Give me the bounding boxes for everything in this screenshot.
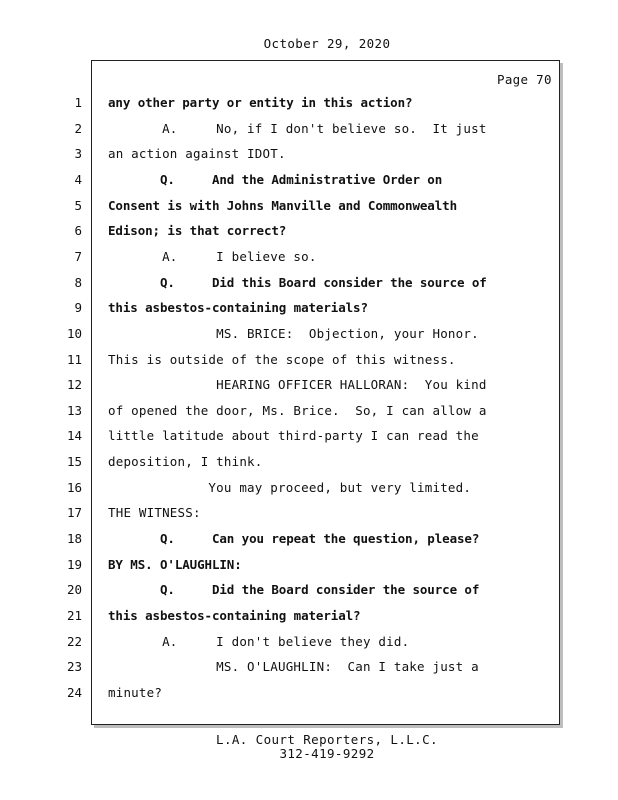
- line-number: 14: [66, 428, 82, 443]
- line-number: 8: [74, 275, 82, 290]
- line-number: 18: [66, 531, 82, 546]
- line-number: 6: [74, 223, 82, 238]
- transcript-line: A. I don't believe they did.: [108, 634, 410, 649]
- transcript-line: an action against IDOT.: [108, 146, 286, 161]
- transcript-line: You may proceed, but very limited.: [108, 480, 472, 495]
- footer-company: L.A. Court Reporters, L.L.C.: [216, 732, 438, 747]
- transcript-line: MS. O'LAUGHLIN: Can I take just a: [108, 659, 479, 674]
- line-number: 4: [74, 172, 82, 187]
- line-number: 7: [74, 249, 82, 264]
- transcript-line: Consent is with Johns Manville and Commonwealth: [108, 198, 458, 213]
- transcript-line: this asbestos-containing material?: [108, 608, 361, 623]
- transcript-line: Q. Can you repeat the question, please?: [108, 531, 480, 546]
- transcript-line: minute?: [108, 685, 163, 700]
- page-number: Page 70: [497, 72, 552, 87]
- transcript-line: Q. And the Administrative Order on: [108, 172, 443, 187]
- transcript-line: little latitude about third-party I can read the: [108, 428, 479, 443]
- transcript-line: BY MS. O'LAUGHLIN:: [108, 557, 242, 572]
- line-number: 11: [66, 352, 82, 367]
- transcript-line: THE WITNESS:: [108, 505, 201, 520]
- line-number: 13: [66, 403, 82, 418]
- line-number: 5: [74, 198, 82, 213]
- line-number: 10: [66, 326, 82, 341]
- transcript-line: MS. BRICE: Objection, your Honor.: [108, 326, 479, 341]
- transcript-line: A. I believe so.: [108, 249, 317, 264]
- line-number: 23: [66, 659, 82, 674]
- line-number: 2: [74, 121, 82, 136]
- transcript-line: HEARING OFFICER HALLORAN: You kind: [108, 377, 487, 392]
- transcript-line: any other party or entity in this action?: [108, 95, 413, 110]
- transcript-date: October 29, 2020: [263, 36, 391, 51]
- transcript-line: Q. Did this Board consider the source of: [108, 275, 487, 290]
- line-number: 9: [74, 300, 82, 315]
- line-number: 21: [66, 608, 82, 623]
- transcript-line: This is outside of the scope of this witness.: [108, 352, 456, 367]
- line-number: 24: [66, 685, 82, 700]
- transcript-line: of opened the door, Ms. Brice. So, I can allow a: [108, 403, 487, 418]
- line-number: 1: [74, 95, 82, 110]
- footer-phone: 312-419-9292: [279, 746, 375, 761]
- transcript-line: this asbestos-containing materials?: [108, 300, 368, 315]
- transcript-line: A. No, if I don't believe so. It just: [108, 121, 487, 136]
- line-number: 3: [74, 146, 82, 161]
- line-number: 15: [66, 454, 82, 469]
- line-number: 19: [66, 557, 82, 572]
- transcript-line: Q. Did the Board consider the source of: [108, 582, 480, 597]
- line-number: 17: [66, 505, 82, 520]
- footer: [0, 733, 618, 761]
- transcript-line: deposition, I think.: [108, 454, 263, 469]
- line-number: 22: [66, 634, 82, 649]
- line-number: 12: [66, 377, 82, 392]
- line-number: 20: [66, 582, 82, 597]
- transcript-line: Edison; is that correct?: [108, 223, 287, 238]
- line-number: 16: [66, 480, 82, 495]
